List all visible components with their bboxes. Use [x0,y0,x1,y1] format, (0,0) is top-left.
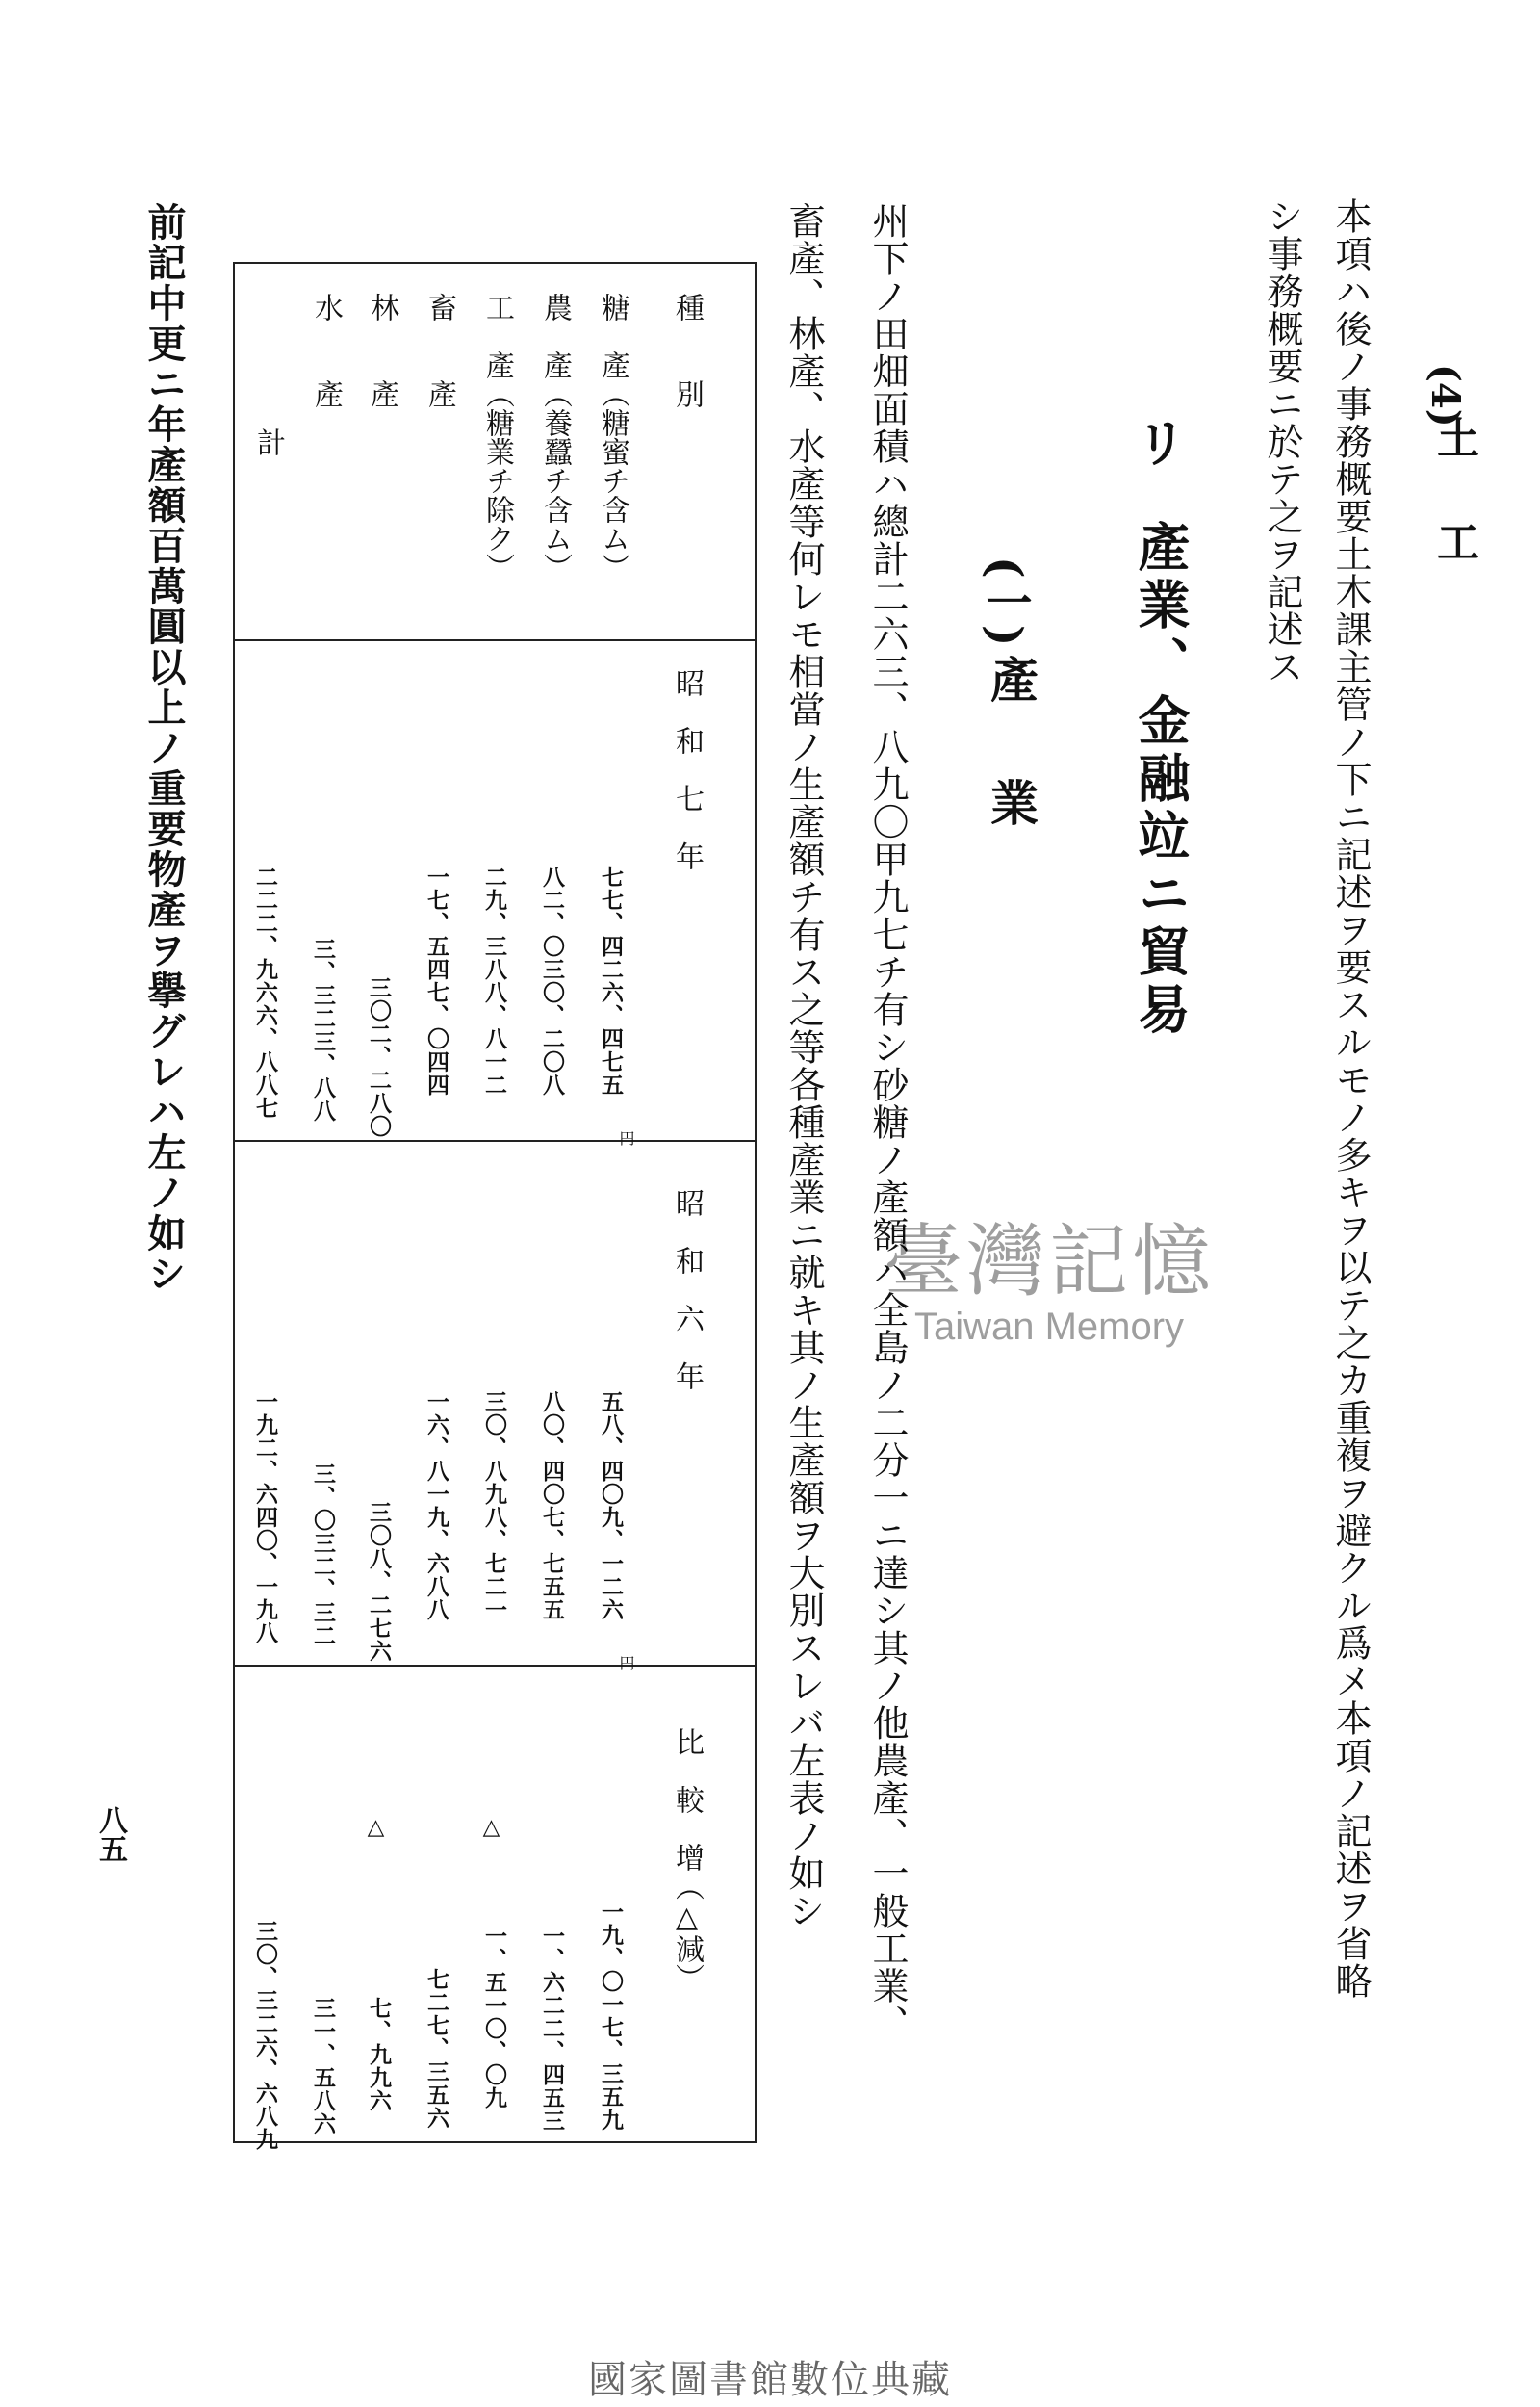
row-name-forestry: 林 產 [365,293,398,408]
row-forestry-year7: 三〇二、二八〇 [366,976,392,1138]
footer-label: 國家圖書館數位典藏 [588,2358,952,2402]
unit-year7: 円 [617,1130,635,1146]
paragraph2-line1: 州下ノ田畑面積ハ總計二六三、八九〇甲九七チ有シ砂糖ノ產額ハ全島ノ二分一ニ達シ其ノ他農產、一般工業、 [866,202,909,2042]
chapter-marker: リ [1127,416,1189,468]
watermark-cjk: 臺灣記憶 [883,1216,1215,1307]
paragraph2-line2: 畜產、林產、水產等何レモ相當ノ生產額チ有ス之等各種產業ニ就キ其ノ生產額ヲ大別スレバ左表ノ如シ [783,202,825,1929]
row-forestry-diff-mark: △ [363,1814,389,1841]
row-sugar-year6: 五八、四〇九、一二六 [598,1390,624,1621]
row-industry-diff: 一、五一〇、〇九 [481,1925,507,2109]
subsection-marker: (一) [978,556,1032,647]
row-total-year6: 一九二、六四〇、一九八 [252,1390,278,1644]
page-number: 八五 [93,1805,127,1863]
row-industry-year6: 三〇、八九八、七二一 [481,1390,507,1621]
header-diff: 比 較 增（△減） [670,1727,704,1992]
section-title: 土 工 [1429,416,1478,572]
section-number: (4) [1423,364,1468,427]
unit-year6: 円 [617,1655,635,1670]
paragraph1-line1: 本項ハ後ノ事務概要土木課主管ノ下ニ記述ヲ要スルモノ多キヲ以テ之カ重複ヲ避クル爲メ本項ノ記述ヲ省略 [1329,197,1372,2000]
row-livestock-year6: 一六、八一九、六八八 [424,1390,449,1621]
header-year6: 昭 和 六 年 [670,1188,704,1390]
row-industry-diff-mark: △ [478,1814,504,1841]
header-category: 種 別 [670,293,704,408]
row-name-agri: 農 產（養蠶チ含ム） [538,293,572,582]
row-name-livestock: 畜 產 [423,293,456,408]
row-total-year7: 二二二、九六六、八八七 [252,866,278,1120]
row-name-industry: 工 產（糖業チ除ク） [480,293,514,582]
taiwan-memory-watermark [799,1199,1299,1349]
header-year7: 昭 和 七 年 [670,668,704,870]
watermark-en: Taiwan Memory [913,1306,1185,1348]
row-name-total: 計 [251,427,285,456]
row-name-fishery: 水 產 [309,293,343,408]
row-sugar-year7: 七七、四二六、四七五 [598,866,624,1097]
row-agri-diff: 一、六二二、四五三 [539,1925,565,2133]
row-sugar-diff: 一九、〇一七、三五九 [598,1901,624,2132]
paragraph3-line1: 前記中更ニ年產額百萬圓以上ノ重要物產ヲ擧グレハ左ノ如シ [141,202,187,1294]
row-forestry-year6: 三〇八、二七六 [366,1501,392,1663]
row-fishery-year6: 三、〇三二、三二 [310,1462,336,1647]
subsection-title: 產 業 [983,655,1040,840]
row-name-sugar: 糖 產（糖蜜チ含ム） [596,293,629,582]
row-livestock-year7: 一七、五四七、〇四四 [424,866,449,1097]
row-industry-year7: 二九、三八八、八一二 [481,866,507,1097]
row-total-diff: 三〇、三二六、六八九 [252,1920,278,2151]
row-agri-year7: 八二、〇三〇、二〇八 [539,866,565,1097]
row-fishery-diff: 三一、五八六 [310,1997,336,2135]
row-fishery-year7: 三、三二三、八八 [310,938,336,1123]
paragraph1-line2: シ事務概要ニ於テ之ヲ記述ス [1261,197,1303,686]
row-forestry-diff: 七、九九六 [366,1997,392,2112]
row-agri-year6: 八〇、四〇七、七五五 [539,1390,565,1621]
row-livestock-diff: 七二七、三五六 [424,1968,449,2130]
chapter-title: 產業、金融竝ニ貿易 [1130,520,1192,1040]
production-table [233,262,757,2151]
